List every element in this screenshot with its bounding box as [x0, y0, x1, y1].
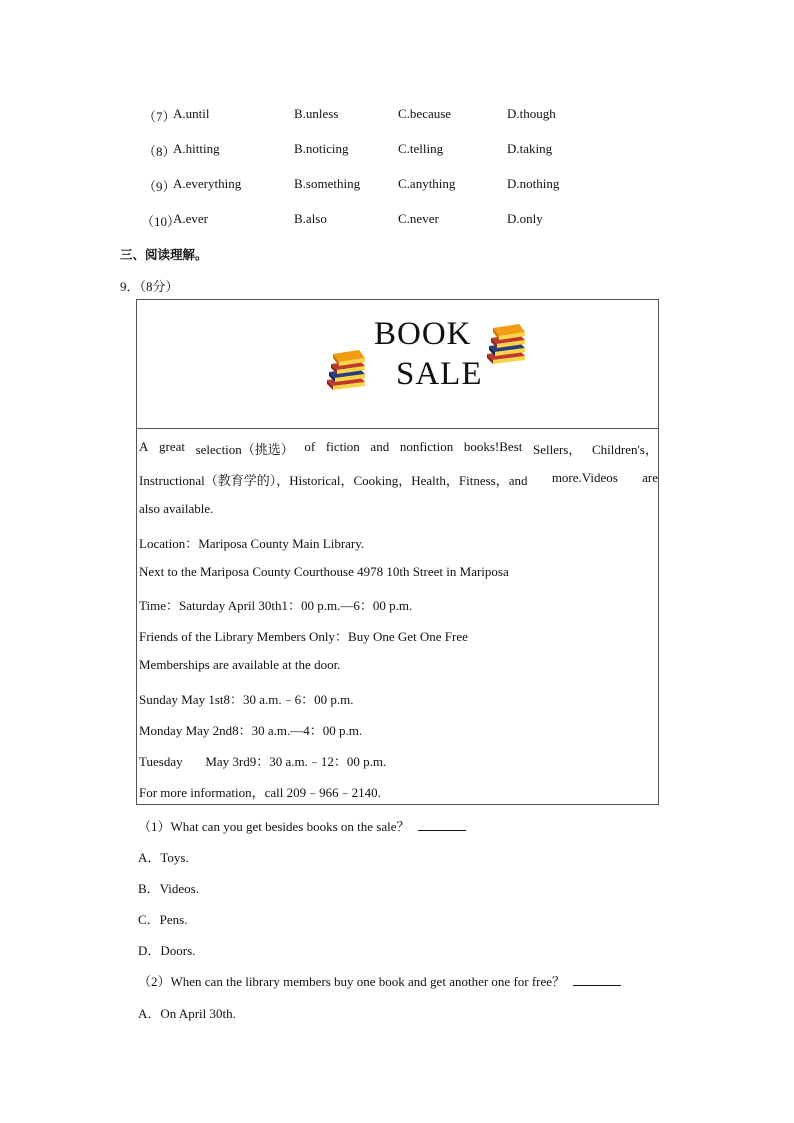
- word: nonfiction: [399, 439, 454, 454]
- option-a: A.ever: [173, 211, 209, 226]
- word: more.Videos: [551, 470, 618, 485]
- word: Instructional（教育学的），Historical，Cooking，Health，Fitness，and: [139, 473, 528, 488]
- answer-blank[interactable]: [573, 973, 621, 986]
- ad-location: Location：Mariposa County Main Library.: [139, 536, 365, 551]
- ad-title-sale: SALE: [396, 356, 483, 392]
- ad-title-book: BOOK: [374, 316, 472, 352]
- ad-divider: [137, 428, 658, 429]
- option-b: B.also: [294, 211, 327, 226]
- option-c: C.because: [398, 106, 452, 121]
- word: books!Best: [463, 439, 523, 454]
- option-a: A.hitting: [173, 141, 220, 156]
- word: great: [159, 439, 185, 454]
- question-2-stem: [138, 971, 621, 990]
- option-a: A.everything: [173, 176, 242, 191]
- question-2-choice-a: A．On April 30th.: [138, 1006, 236, 1021]
- ad-members-offer: Friends of the Library Members Only：Buy One Get One Free: [139, 629, 468, 644]
- ad-paragraph-line-1: [139, 439, 658, 458]
- word: Children's，: [591, 442, 658, 457]
- option-c: C.anything: [398, 176, 456, 191]
- option-c: C.telling: [398, 141, 444, 156]
- option-b: B.something: [294, 176, 361, 191]
- ad-sunday: Sunday May 1st8：30 a.m.﹣6：00 p.m.: [139, 692, 354, 707]
- option-d: D.though: [507, 106, 556, 121]
- section-title: 三、阅读理解。: [120, 247, 208, 262]
- word: and: [370, 439, 390, 454]
- option-number: （7）: [143, 109, 176, 124]
- ad-info: For more information，call 209﹣966﹣2140.: [139, 785, 381, 800]
- ad-address: Next to the Mariposa County Courthouse 4978 10th Street in Mariposa: [139, 564, 509, 579]
- option-b: B.unless: [294, 106, 339, 121]
- ad-time: Time：Saturday April 30th1：00 p.m.—6：00 p.m.: [139, 598, 413, 613]
- book-stack-icon: [483, 322, 529, 366]
- option-d: D.taking: [507, 141, 553, 156]
- question-number: 9．（8分）: [120, 279, 179, 294]
- book-stack-icon: [323, 348, 369, 392]
- ad-paragraph-line-2: [139, 470, 658, 489]
- option-b: B.noticing: [294, 141, 349, 156]
- question-text: （2）When can the library members buy one book and get another one for free？: [138, 974, 566, 989]
- ad-memberships: Memberships are available at the door.: [139, 657, 341, 672]
- question-1-choice-c: C．Pens.: [138, 912, 188, 927]
- question-text: （1）What can you get besides books on the sale？: [138, 819, 410, 834]
- ad-tuesday: Tuesday May 3rd9：30 a.m.﹣12：00 p.m.: [139, 754, 387, 769]
- question-1-choice-d: D．Doors.: [138, 943, 196, 958]
- option-c: C.never: [398, 211, 439, 226]
- option-d: D.only: [507, 211, 543, 226]
- ad-paragraph-line-3: also available.: [139, 501, 214, 516]
- word: A: [139, 439, 149, 454]
- word: selection（挑选）: [195, 442, 294, 457]
- word: of: [304, 439, 316, 454]
- ad-monday: Monday May 2nd8：30 a.m.—4：00 p.m.: [139, 723, 363, 738]
- book-sale-ad: [136, 299, 659, 805]
- question-1-choice-b: B．Videos.: [138, 881, 199, 896]
- option-number: （9）: [143, 179, 176, 194]
- word: fiction: [325, 439, 360, 454]
- answer-blank[interactable]: [418, 818, 466, 831]
- word: are: [642, 470, 658, 485]
- option-d: D.nothing: [507, 176, 560, 191]
- question-1-choice-a: A．Toys.: [138, 850, 189, 865]
- option-number: （8）: [143, 144, 176, 159]
- option-a: A.until: [173, 106, 210, 121]
- word: Sellers，: [532, 442, 582, 457]
- question-1-stem: [138, 816, 466, 835]
- option-number: （10）: [141, 214, 181, 229]
